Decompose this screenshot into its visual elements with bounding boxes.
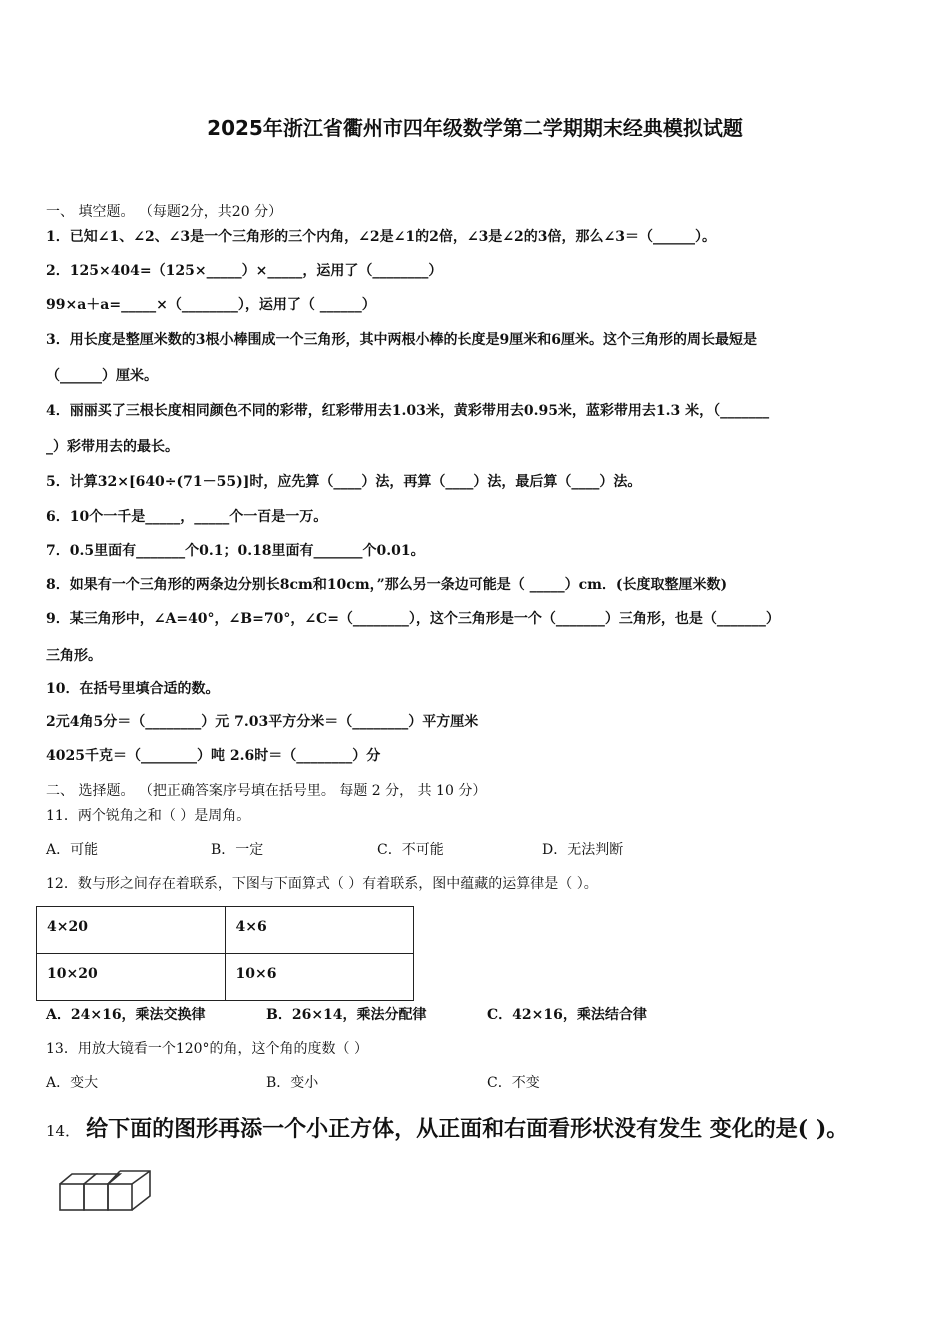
cube-top-1 — [60, 1174, 96, 1184]
grid-cell: 4×20 — [37, 907, 226, 954]
question-14 — [46, 1112, 848, 1143]
question-3-line2: （______）厘米。 — [46, 368, 158, 384]
option-b[interactable]: B．26×14，乘法分配律 — [266, 1007, 427, 1023]
option-d[interactable]: D．无法判断 — [542, 842, 624, 858]
grid-cell: 4×6 — [225, 907, 413, 954]
section1-header: 一、 填空题。 （每题2分，共20 分） — [46, 204, 283, 220]
question-2-line1: 2．125×404=（125×_____）×_____，运用了（________） — [46, 263, 443, 279]
question-5: 5．计算32×[640÷(71－55)]时，应先算（____）法，再算（____）法，最后算（____）法。 — [46, 474, 642, 490]
question-12: 12．数与形之间存在着联系，下图与下面算式（ ）有着联系，图中蕴藏的运算律是（ ）。 — [46, 876, 598, 892]
grid-cell: 10×6 — [225, 954, 413, 1001]
option-a[interactable]: A．可能 — [46, 842, 99, 858]
question-1: 1．已知∠1、∠2、∠3是一个三角形的三个内角，∠2是∠1的2倍，∠3是∠2的3倍，那么∠3＝（______）。 — [46, 229, 716, 245]
option-c[interactable]: C．不变 — [487, 1075, 540, 1091]
option-c[interactable]: C．不可能 — [377, 842, 444, 858]
question-10: 10．在括号里填合适的数。 — [46, 681, 220, 697]
question-10-line3: 4025千克＝（________）吨 2.6时＝（________）分 — [46, 748, 381, 764]
question-4-line1: 4．丽丽买了三根长度相同颜色不同的彩带，红彩带用去1.03米，黄彩带用去0.95米，蓝彩带用去1.3 米，（_______ — [46, 403, 770, 419]
area-grid — [36, 906, 414, 1001]
question-14-number: 14． — [46, 1122, 81, 1140]
option-b[interactable]: B．一定 — [211, 842, 264, 858]
section2-header: 二、 选择题。 （把正确答案序号填在括号里。 每题 2 分， 共 10 分） — [46, 783, 487, 799]
option-b[interactable]: B．变小 — [266, 1075, 319, 1091]
question-8: 8．如果有一个三角形的两条边分别长8cm和10cm，”那么另一条边可能是（ _____）cm．(长度取整厘米数) — [46, 577, 728, 593]
cube-front-2 — [84, 1184, 108, 1210]
question-6: 6．10个一千是_____，_____个一百是一万。 — [46, 509, 328, 525]
question-14-stem: 给下面的图形再添一个小正方体，从正面和右面看形状没有发生 变化的是( )。 — [86, 1116, 849, 1142]
question-9-line1: 9．某三角形中，∠A=40°，∠B=70°，∠C=（________），这个三角形是一个（_______）三角形，也是（_______） — [46, 611, 780, 627]
grid-cell: 10×20 — [37, 954, 226, 1001]
question-9-line2: 三角形。 — [46, 648, 102, 664]
question-11: 11．两个锐角之和（ ）是周角。 — [46, 808, 251, 824]
question-13: 13．用放大镜看一个120°的角，这个角的度数（ ） — [46, 1041, 368, 1057]
cube-figure — [56, 1166, 156, 1216]
option-a[interactable]: A．24×16，乘法交换律 — [46, 1007, 206, 1023]
cube-front-3 — [108, 1184, 132, 1210]
question-2-line2: 99×a＋a=_____×（________），运用了（ ______） — [46, 297, 376, 313]
question-10-line2: 2元4角5分＝（________）元 7.03平方分米＝（________）平方厘米 — [46, 714, 479, 730]
question-4-line2: _）彩带用去的最长。 — [46, 439, 179, 455]
question-3-line1: 3．用长度是整厘米数的3根小棒围成一个三角形，其中两根小棒的长度是9厘米和6厘米。这个三角形的周长最短是 — [46, 332, 757, 348]
cube-front-1 — [60, 1184, 84, 1210]
option-a[interactable]: A．变大 — [46, 1075, 99, 1091]
option-c[interactable]: C．42×16，乘法结合律 — [487, 1007, 647, 1023]
page-title: 2025年浙江省衢州市四年级数学第二学期期末经典模拟试题 — [207, 116, 743, 140]
question-7: 7．0.5里面有_______个0.1；0.18里面有_______个0.01。 — [46, 543, 425, 559]
